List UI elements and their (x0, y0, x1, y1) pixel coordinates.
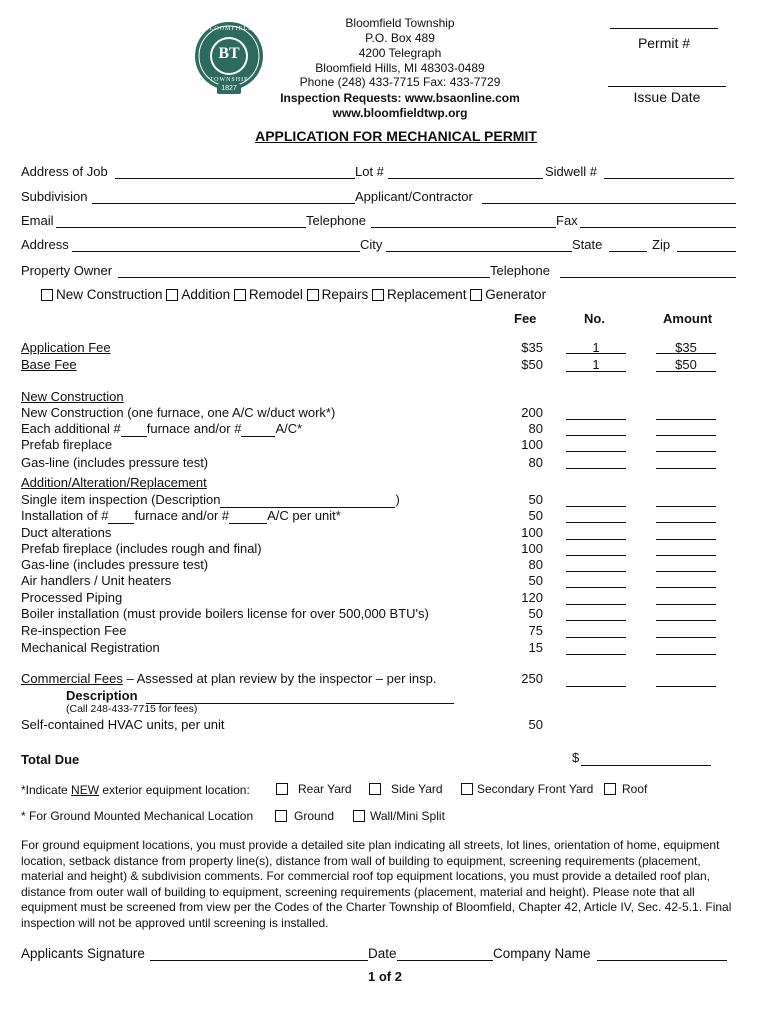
addition-item: Duct alterations (21, 525, 112, 540)
base-fee-amount[interactable]: $50 (675, 357, 697, 372)
amount-column-header: Amount (663, 311, 713, 326)
total-due-field[interactable] (581, 765, 711, 766)
roof-label: Roof (622, 782, 648, 796)
seal-text-bottom: TOWNSHIP (209, 77, 249, 83)
exterior-label-a: *Indicate (21, 783, 72, 797)
ground-checkbox[interactable] (275, 810, 287, 822)
address-of-job-field[interactable] (115, 178, 355, 179)
each-additional-fee: 80 (528, 421, 543, 436)
application-fee-no[interactable]: 1 (592, 340, 600, 355)
addition-item-fee: 100 (521, 525, 543, 540)
addition-heading: Addition/Alteration/Replacement (21, 475, 207, 490)
commercial-description-label: Description (66, 688, 138, 703)
addition-item-fee: 50 (528, 573, 543, 588)
no-entry-line[interactable] (566, 468, 626, 469)
seal-year: 1827 (221, 85, 237, 92)
new-construction-fee: 200 (521, 405, 543, 420)
hvac-units-label: Self-contained HVAC units, per unit (21, 717, 225, 732)
addition-item: Processed Piping (21, 590, 123, 605)
permit-type-row (41, 287, 546, 302)
header-line-1: Bloomfield Township (345, 16, 455, 30)
addition-item: Air handlers / Unit heaters (21, 573, 172, 588)
amount-entry-line[interactable] (656, 435, 716, 436)
type-label: Remodel (248, 287, 303, 302)
furnace-label: furnace and/or # (146, 421, 242, 436)
secondary-front-yard-checkbox[interactable] (461, 783, 473, 795)
application-fee-amount[interactable]: $35 (675, 340, 697, 355)
side-yard-label: Side Yard (391, 782, 443, 796)
gas-line-item: Gas-line (includes pressure test) (21, 455, 209, 470)
header-line-5: Phone (248) 433-7715 Fax: 433-7729 (299, 75, 501, 89)
application-fee-value: $35 (521, 340, 543, 355)
total-dollar: $ (572, 750, 580, 765)
rear-yard-checkbox[interactable] (276, 783, 288, 795)
company-name-field[interactable] (597, 960, 727, 961)
installation-fee: 50 (528, 508, 543, 523)
installation-furnace-label: furnace and/or # (134, 508, 230, 523)
zip-field[interactable] (677, 251, 736, 252)
commercial-call-note: (Call 248-433-7715 for fees) (66, 703, 198, 715)
subdivision-label: Subdivision (21, 189, 88, 204)
telephone-field[interactable] (371, 227, 556, 228)
page-number: 1 of 2 (368, 969, 402, 984)
single-item-close: ) (395, 492, 400, 507)
amount-entry-line[interactable] (656, 604, 716, 605)
header-line-4: Bloomfield Hills, MI 48303-0489 (315, 61, 485, 75)
addition-item: Mechanical Registration (21, 640, 160, 655)
base-fee-label: Base Fee (21, 357, 77, 372)
application-fee-no-line (566, 353, 626, 354)
address-field[interactable] (72, 251, 360, 252)
amount-entry-line[interactable] (656, 654, 716, 655)
no-entry-line[interactable] (566, 620, 626, 621)
signature-label: Applicants Signature (21, 946, 145, 961)
no-entry-line[interactable] (566, 539, 626, 540)
applicant-label: Applicant/Contractor (355, 189, 473, 204)
addition-item-fee: 120 (521, 590, 543, 605)
amount-entry-line[interactable] (656, 419, 716, 420)
type-label: Replacement (386, 287, 467, 302)
ac-label: A/C* (275, 421, 303, 436)
amount-entry-line[interactable] (656, 637, 716, 638)
each-additional-label: Each additional # (21, 421, 121, 436)
fax-field[interactable] (580, 227, 736, 228)
type-label: New Construction (56, 287, 163, 302)
no-entry-line[interactable] (566, 435, 626, 436)
issue-date-label: Issue Date (633, 89, 701, 105)
exterior-label-new: NEW (71, 783, 100, 797)
rear-yard-label: Rear Yard (298, 782, 352, 796)
remodel-checkbox[interactable] (234, 287, 303, 302)
application-fee-amount-line (656, 353, 716, 354)
ground-mounted-label: * For Ground Mounted Mechanical Location (21, 809, 254, 823)
email-field[interactable] (56, 227, 306, 228)
each-additional-item (21, 421, 302, 437)
date-label: Date (368, 946, 397, 961)
no-entry-line[interactable] (566, 506, 626, 507)
property-owner-label: Property Owner (21, 263, 113, 278)
installation-furnace-field[interactable] (108, 508, 134, 524)
owner-telephone-field[interactable] (560, 277, 736, 278)
wall-mini-split-checkbox[interactable] (353, 810, 365, 822)
amount-entry-line[interactable] (656, 555, 716, 556)
no-entry-line[interactable] (566, 686, 626, 687)
base-fee-amount-line (656, 371, 716, 372)
checkbox-box[interactable] (41, 289, 53, 301)
commercial-text: – Assessed at plan review by the inspector – per insp. (122, 671, 437, 686)
addition-item: Boiler installation (must provide boilers license for over 500,000 BTU's) (21, 606, 429, 621)
commercial-fees (21, 671, 436, 686)
applicant-field[interactable] (482, 203, 736, 204)
new-construction-checkbox[interactable] (41, 287, 163, 302)
amount-entry-line[interactable] (656, 571, 716, 572)
city-field[interactable] (386, 251, 572, 252)
addition-item: Gas-line (includes pressure test) (21, 557, 209, 572)
no-entry-line[interactable] (566, 654, 626, 655)
single-item-label: Single item inspection (Description (21, 492, 221, 507)
hvac-units-fee: 50 (528, 717, 543, 732)
no-entry-line[interactable] (566, 587, 626, 588)
amount-entry-line[interactable] (656, 587, 716, 588)
inspection-requests: Inspection Requests: www.bsaonline.com (280, 91, 520, 105)
replacement-checkbox[interactable] (372, 287, 467, 302)
checkbox-box[interactable] (234, 289, 246, 301)
sidwell-label: Sidwell # (545, 164, 598, 179)
ac-count-field[interactable] (241, 421, 275, 437)
city-label: City (360, 237, 383, 252)
gas-line-fee: 80 (528, 455, 543, 470)
amount-entry-line[interactable] (656, 451, 716, 452)
company-name-label: Company Name (493, 946, 591, 961)
no-entry-line[interactable] (566, 637, 626, 638)
ground-option-label: Ground (294, 809, 335, 823)
addition-item-fee: 50 (528, 606, 543, 621)
prefab-fireplace-item: Prefab fireplace (21, 437, 113, 452)
addition-item-fee: 15 (528, 640, 543, 655)
header-line-2: P.O. Box 489 (365, 31, 435, 45)
state-label: State (572, 237, 603, 252)
amount-entry-line[interactable] (656, 620, 716, 621)
no-entry-line[interactable] (566, 419, 626, 420)
commercial-heading: Commercial Fees (21, 671, 123, 686)
addition-item-fee: 80 (528, 557, 543, 572)
base-fee-value: $50 (521, 357, 543, 372)
lot-field[interactable] (388, 178, 543, 179)
addition-item-fee: 100 (521, 541, 543, 556)
date-field[interactable] (397, 960, 493, 961)
email-label: Email (21, 213, 54, 228)
addition-item-fee: 75 (528, 623, 543, 638)
no-column-header: No. (584, 311, 605, 326)
installation-ac-field[interactable] (229, 508, 267, 524)
base-fee-no[interactable]: 1 (592, 357, 600, 372)
furnace-count-field[interactable] (121, 421, 147, 437)
generator-checkbox[interactable] (470, 287, 546, 302)
telephone-label: Telephone (306, 213, 366, 228)
wall-mini-split-label: Wall/Mini Split (370, 809, 445, 823)
secondary-front-yard-label: Secondary Front Yard (477, 782, 594, 796)
zip-label: Zip (652, 237, 671, 252)
header-line-3: 4200 Telegraph (358, 46, 442, 60)
checkbox-box[interactable] (307, 289, 319, 301)
no-entry-line[interactable] (566, 604, 626, 605)
no-entry-line[interactable] (566, 555, 626, 556)
single-item-fee: 50 (528, 492, 543, 507)
website: www.bloomfieldtwp.org (332, 106, 468, 120)
prefab-fireplace-fee: 100 (521, 437, 543, 452)
installation-label: Installation of # (21, 508, 109, 523)
type-label: Addition (181, 287, 231, 302)
new-construction-heading: New Construction (21, 389, 124, 404)
seal-text-top: BLOOMFIELD (204, 26, 254, 32)
address-label: Address (21, 237, 69, 252)
total-due-label: Total Due (21, 752, 80, 767)
single-item-inspection (21, 492, 400, 508)
checkbox-box[interactable] (372, 289, 384, 301)
seal-monogram: BT (218, 45, 240, 62)
amount-entry-line[interactable] (656, 539, 716, 540)
signature-field[interactable] (150, 960, 368, 961)
fee-column-header: Fee (514, 311, 537, 326)
owner-telephone-label: Telephone (490, 263, 550, 278)
sidwell-field[interactable] (604, 178, 734, 179)
addition-item: Re-inspection Fee (21, 623, 127, 638)
installation-item (21, 508, 341, 524)
permit-label: Permit # (637, 35, 691, 51)
lot-label: Lot # (355, 164, 384, 179)
amount-entry-line[interactable] (656, 506, 716, 507)
screening-requirements-paragraph: For ground equipment locations, you must provide a detailed site plan indicating all streets, lot lines, orientation of home, equipment location, setback distance from property line(s), distance from wall of building to equipment, screening requirements (placement, material and height) & subdivision comments. For commercial roof top equipment locations, you must provide a detailed roof plan, distance from outer wall of building to equipment, screening requirements (placement, material and height). Please note that all equipment must be screened from view per the Codes of the Charter Township of Bloomfield, Chapter 42, Article IV, Sec. 42-5.1. Final inspection will not be approved until screening is installed. (21, 838, 732, 930)
amount-entry-line[interactable] (656, 686, 716, 687)
checkbox-box[interactable] (166, 289, 178, 301)
issue-date-line[interactable] (608, 86, 726, 87)
exterior-location-label (21, 783, 250, 797)
no-entry-line[interactable] (566, 522, 626, 523)
no-entry-line[interactable] (566, 571, 626, 572)
no-entry-line[interactable] (566, 451, 626, 452)
property-owner-field[interactable] (118, 277, 490, 278)
addition-checkbox[interactable] (166, 287, 230, 302)
application-fee-label: Application Fee (21, 340, 111, 355)
amount-entry-line[interactable] (656, 522, 716, 523)
form-title: APPLICATION FOR MECHANICAL PERMIT (255, 128, 537, 144)
commercial-fee: 250 (521, 671, 543, 686)
repairs-checkbox[interactable] (307, 287, 369, 302)
side-yard-checkbox[interactable] (369, 783, 381, 795)
installation-ac-label: A/C per unit* (267, 508, 341, 523)
new-construction-item: New Construction (one furnace, one A/C w/duct work*) (21, 405, 336, 420)
subdivision-field[interactable] (92, 203, 355, 204)
single-item-description-field[interactable] (220, 492, 395, 508)
checkbox-box[interactable] (470, 289, 482, 301)
roof-checkbox[interactable] (604, 783, 616, 795)
type-label: Generator (485, 287, 547, 302)
permit-line[interactable] (610, 28, 718, 29)
amount-entry-line[interactable] (656, 468, 716, 469)
type-label: Repairs (321, 287, 369, 302)
base-fee-no-line (566, 371, 626, 372)
addition-item: Prefab fireplace (includes rough and final) (21, 541, 262, 556)
exterior-label-b: exterior equipment location: (99, 783, 250, 797)
address-of-job-label: Address of Job (21, 164, 108, 179)
fax-label: Fax (556, 213, 578, 228)
state-field[interactable] (609, 251, 647, 252)
